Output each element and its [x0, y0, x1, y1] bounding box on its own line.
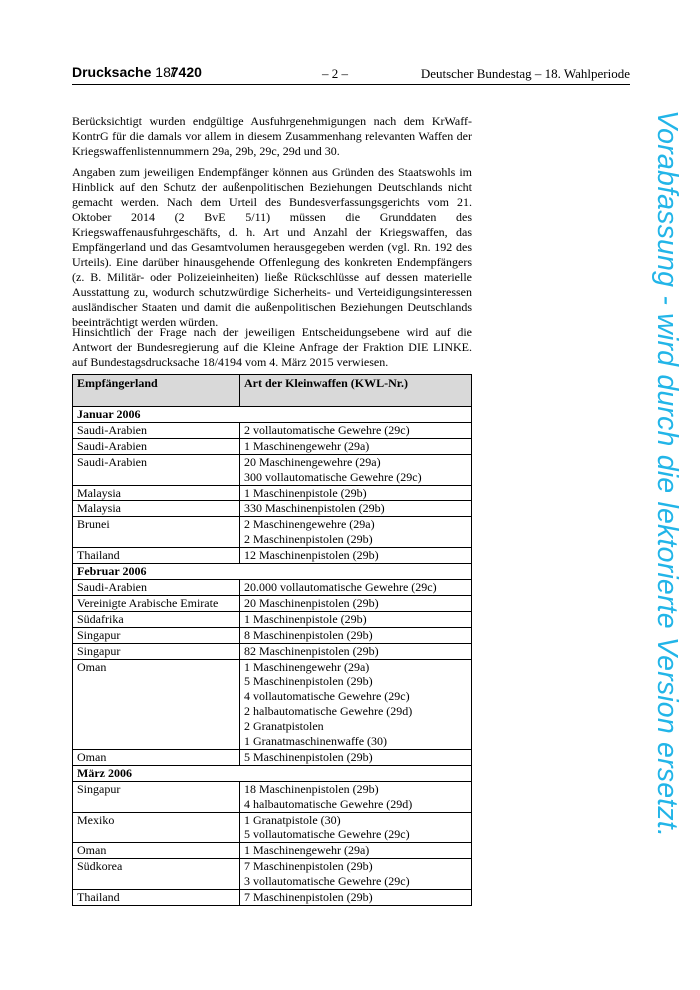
weapon-item: 1 Maschinengewehr (29a) [244, 659, 370, 674]
weapon-list [240, 501, 472, 517]
table-row [73, 517, 472, 548]
paragraph-decision-level: Hinsichtlich der Frage nach der jeweiligen Entscheidungsebene wird auf die Antwort der Bundesregierung auf die Kleine Anfrage der Fraktion DIE LINKE. auf Bundestagsdrucksache 18/4194 vom 4. März 2015 verwiesen. [72, 325, 472, 369]
recipient-country: Brunei [73, 517, 240, 548]
period-row [73, 765, 472, 781]
weapon-item: 1 Maschinenpistole (29b) [244, 611, 367, 626]
table-row [73, 859, 472, 890]
table-row [73, 659, 472, 749]
recipient-country: Singapur [73, 643, 240, 659]
weapon-list [240, 643, 472, 659]
weapon-item: 4 halbautomatische Gewehre (29d) [244, 796, 413, 811]
recipient-country: Oman [73, 659, 240, 749]
page-header [72, 64, 630, 85]
table-row [73, 749, 472, 765]
weapon-list [240, 422, 472, 438]
recipient-country: Singapur [73, 627, 240, 643]
weapon-item: 5 Maschinenpistolen (29b) [244, 674, 373, 689]
recipient-country: Saudi-Arabien [73, 438, 240, 454]
table-row [73, 548, 472, 564]
weapon-list [240, 627, 472, 643]
table-row [73, 485, 472, 501]
recipient-country: Oman [73, 749, 240, 765]
weapon-item: 20 Maschinengewehre (29a) [244, 454, 381, 469]
weapon-list [240, 438, 472, 454]
recipient-country: Saudi-Arabien [73, 579, 240, 595]
recipient-country: Oman [73, 843, 240, 859]
weapon-item: 7 Maschinenpistolen (29b) [244, 890, 373, 905]
recipient-country: Singapur [73, 781, 240, 812]
recipient-country: Vereinigte Arabische Emirate [73, 595, 240, 611]
weapon-list [240, 812, 472, 843]
weapon-list [240, 454, 472, 485]
weapon-list [240, 517, 472, 548]
weapon-list [240, 749, 472, 765]
weapon-item: 2 Granatpistolen [244, 719, 324, 734]
table-row [73, 890, 472, 906]
weapon-list [240, 859, 472, 890]
export-table [72, 374, 472, 906]
period-label: Februar 2006 [73, 564, 472, 580]
weapon-item: 20.000 vollautomatische Gewehre (29c) [244, 579, 437, 594]
table-row [73, 643, 472, 659]
table-row [73, 501, 472, 517]
weapon-item: 300 vollautomatische Gewehre (29c) [244, 469, 422, 484]
table-row [73, 781, 472, 812]
weapon-item: 1 Maschinengewehr (29a) [244, 843, 370, 858]
weapon-item: 1 Maschinengewehr (29a) [244, 438, 370, 453]
weapon-list [240, 659, 472, 749]
doc-number-prefix: 18/ [155, 64, 175, 80]
table-row [73, 422, 472, 438]
paragraph-criteria: Berücksichtigt wurden endgültige Ausfuhrgenehmigungen nach dem KrWaff-KontrG für die damals vor allem in diesem Zusammenhang relevanten Waffen der Kriegswaffenlistennummern 29a, 29b, 29c, 29d und 30. [72, 114, 472, 158]
weapon-list [240, 579, 472, 595]
weapon-item: 12 Maschinenpistolen (29b) [244, 548, 379, 563]
table-row [73, 843, 472, 859]
table-row [73, 579, 472, 595]
weapon-item: 18 Maschinenpistolen (29b) [244, 781, 379, 796]
period-row [73, 564, 472, 580]
table-row [73, 812, 472, 843]
weapon-item: 5 Maschinenpistolen (29b) [244, 749, 373, 764]
doc-number: 7420 [170, 64, 202, 80]
weapon-list [240, 548, 472, 564]
recipient-country: Saudi-Arabien [73, 422, 240, 438]
weapon-item: 82 Maschinenpistolen (29b) [244, 643, 379, 658]
table-body [73, 407, 472, 906]
table-row [73, 438, 472, 454]
document-number [72, 64, 202, 80]
weapon-item: 4 vollautomatische Gewehre (29c) [244, 689, 410, 704]
weapon-item: 1 Maschinenpistole (29b) [244, 485, 367, 500]
weapon-item: 8 Maschinenpistolen (29b) [244, 627, 373, 642]
header-recipient-country: Empfängerland [73, 375, 240, 407]
weapon-item: 3 vollautomatische Gewehre (29c) [244, 874, 410, 889]
table-row [73, 611, 472, 627]
recipient-country: Südafrika [73, 611, 240, 627]
weapon-item: 2 halbautomatische Gewehre (29d) [244, 704, 413, 719]
period-row [73, 407, 472, 423]
weapon-item: 20 Maschinenpistolen (29b) [244, 595, 379, 610]
recipient-country: Thailand [73, 890, 240, 906]
recipient-country: Malaysia [73, 501, 240, 517]
page-number: – 2 – [322, 66, 348, 81]
doc-label: Drucksache [72, 64, 152, 80]
weapon-list [240, 890, 472, 906]
table-header-row [73, 375, 472, 407]
weapon-item: 1 Granatpistole (30) [244, 812, 341, 827]
weapon-item: 5 vollautomatische Gewehre (29c) [244, 827, 410, 842]
table-row [73, 627, 472, 643]
weapon-item: 330 Maschinenpistolen (29b) [244, 501, 385, 516]
weapon-list [240, 843, 472, 859]
parliament-label: Deutscher Bundestag – 18. Wahlperiode [420, 66, 630, 81]
recipient-country: Südkorea [73, 859, 240, 890]
weapon-item: 2 Maschinenpistolen (29b) [244, 532, 373, 547]
header-weapon-type: Art der Kleinwaffen (KWL-Nr.) [240, 375, 472, 407]
table-row [73, 595, 472, 611]
draft-watermark: Vorabfassung - wird durch die lektorierte Version ersetzt. [651, 110, 683, 838]
weapon-item: 1 Granatmaschinenwaffe (30) [244, 734, 388, 749]
recipient-country: Mexiko [73, 812, 240, 843]
weapon-list [240, 611, 472, 627]
table-row [73, 454, 472, 485]
paragraph-endrecipient: Angaben zum jeweiligen Endempfänger können aus Gründen des Staatswohls im Hinblick auf den Schutz der außenpolitischen Beziehungen Deutschlands nicht gemacht werden. Nach dem Urteil des Bundesverfassungsgerichts vom 21. Oktober 2014 (2 BvE 5/11) müssen die Grunddaten des Kriegswaffenausfuhrgeschäfts, d. h. Art und Anzahl der Kriegswaffen, das Empfängerland und das Gesamtvolumen herausgegeben werden (vgl. Rn. 192 des Urteils). Eine darüber hinausgehende Offenlegung des konkreten Endempfängers (z. B. Militär- oder Polizeieinheiten) ließe Rückschlüsse auf dessen materielle Ausstattung zu, wodurch schutzwürdige Sicherheits- und Verteidigungsinteressen ausländischer Staaten und damit die außenpolitischen Beziehungen Deutschlands beeinträchtigt werden würden. [72, 165, 472, 329]
weapon-item: 2 vollautomatische Gewehre (29c) [244, 422, 410, 437]
weapon-list [240, 595, 472, 611]
weapon-item: 2 Maschinengewehre (29a) [244, 517, 375, 532]
recipient-country: Malaysia [73, 485, 240, 501]
recipient-country: Saudi-Arabien [73, 454, 240, 485]
period-label: März 2006 [73, 765, 472, 781]
recipient-country: Thailand [73, 548, 240, 564]
weapon-list [240, 781, 472, 812]
weapon-item: 7 Maschinenpistolen (29b) [244, 859, 373, 874]
period-label: Januar 2006 [73, 407, 472, 423]
weapon-list [240, 485, 472, 501]
